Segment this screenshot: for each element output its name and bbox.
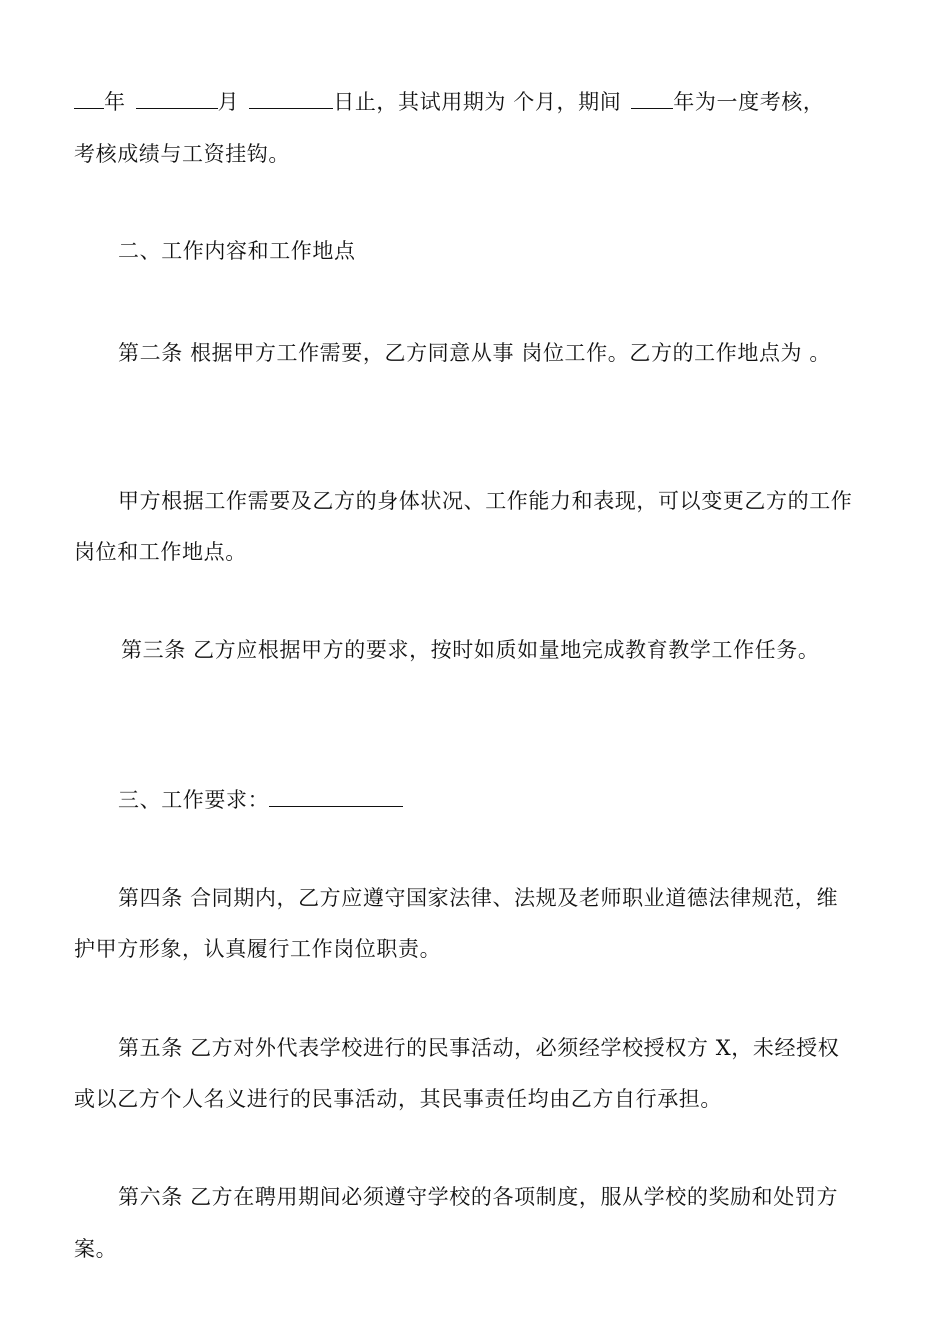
section-3-title xyxy=(118,786,884,814)
assessment-text: 年为一度考核， xyxy=(673,90,825,114)
article-5-line-2: 或以乙方个人名义进行的民事活动，其民事责任均由乙方自行承担。 xyxy=(74,1087,722,1111)
article-4-line-2: 护甲方形象，认真履行工作岗位职责。 xyxy=(74,937,442,961)
year-label: 年 xyxy=(104,90,126,114)
day-blank xyxy=(249,88,333,109)
year-blank xyxy=(74,88,104,109)
paragraph-change-line-2: 岗位和工作地点。 xyxy=(74,540,247,564)
article-6-line-2: 案。 xyxy=(74,1237,118,1261)
article-2: 第二条 根据甲方工作需要，乙方同意从事 岗位工作。乙方的工作地点为 。 xyxy=(118,341,832,365)
article-3: 第三条 乙方应根据甲方的要求，按时如质如量地完成教育教学工作任务。 xyxy=(121,638,820,662)
section-2-title: 二、工作内容和工作地点 xyxy=(118,239,356,263)
requirements-blank xyxy=(269,786,403,807)
day-text: 日止，其试用期为 个月，期间 xyxy=(333,90,622,114)
month-label: 月 xyxy=(217,90,240,114)
article-4-line-1: 第四条 合同期内，乙方应遵守国家法律、法规及老师职业道德法律规范，维 xyxy=(118,886,839,910)
article-6-line-1: 第六条 乙方在聘用期间必须遵守学校的各项制度，服从学校的奖励和处罚方 xyxy=(118,1185,839,1209)
month-blank xyxy=(136,88,218,109)
paragraph-change-line-1: 甲方根据工作需要及乙方的身体状况、工作能力和表现，可以变更乙方的工作 xyxy=(118,489,853,513)
article-5-line-1: 第五条 乙方对外代表学校进行的民事活动，必须经学校授权方 X，未经授权 xyxy=(118,1036,840,1060)
assessment-line: 考核成绩与工资挂钩。 xyxy=(74,142,290,166)
section-3-label: 三、工作要求： xyxy=(118,788,270,812)
period-year-blank xyxy=(631,88,673,109)
probation-line xyxy=(74,88,884,116)
